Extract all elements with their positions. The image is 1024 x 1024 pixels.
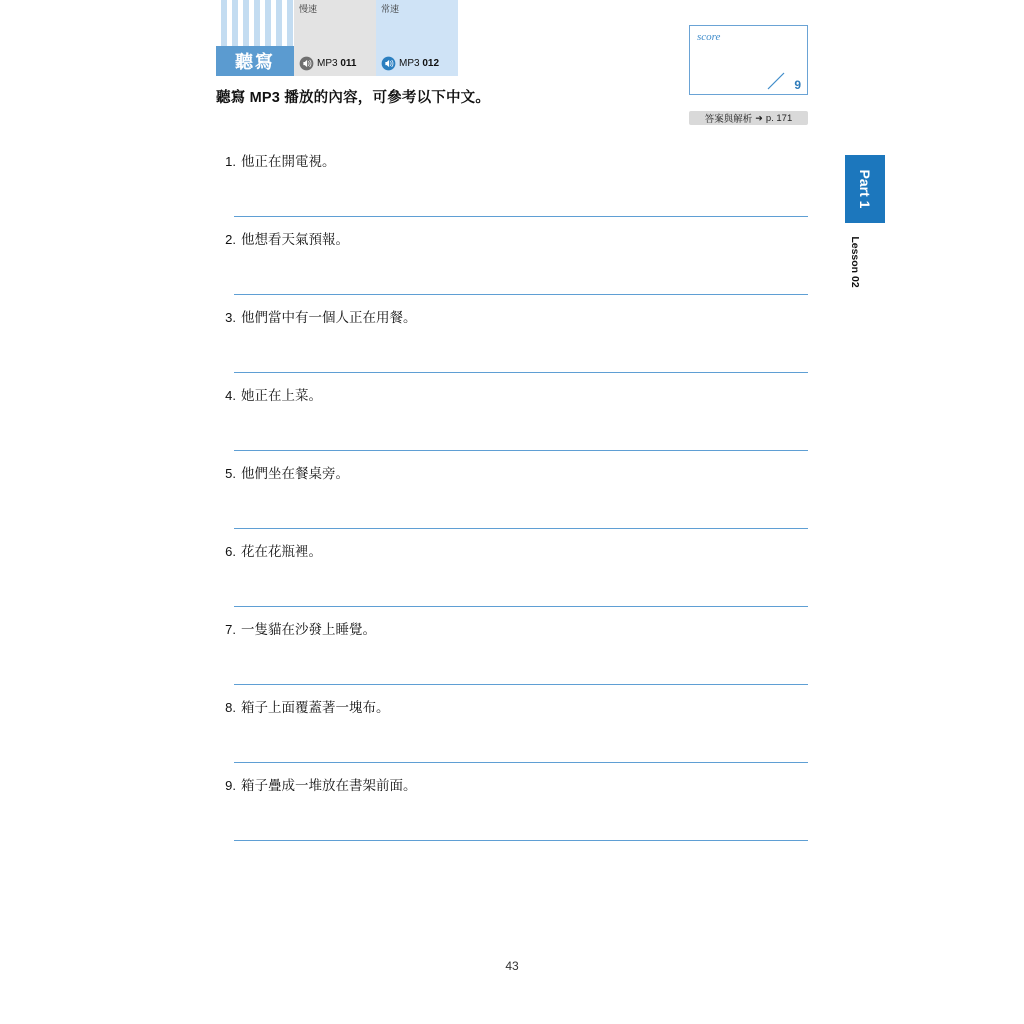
- list-item: [216, 540, 808, 618]
- question-prompt: 他想看天氣預報。: [241, 232, 349, 247]
- answer-write-line[interactable]: [234, 372, 808, 373]
- list-item: [216, 384, 808, 462]
- question-prompt: 箱子疊成一堆放在書架前面。: [241, 778, 417, 793]
- score-total: 9: [794, 78, 801, 92]
- mp3-number-normal: 012: [422, 58, 440, 69]
- list-item: [216, 150, 808, 228]
- answer-write-line[interactable]: [234, 528, 808, 529]
- question-prompt: 花在花瓶裡。: [241, 544, 322, 559]
- dictation-question-list: [216, 150, 808, 852]
- answer-write-line[interactable]: [234, 762, 808, 763]
- mp3-number-slow: 011: [340, 58, 357, 69]
- speaker-icon[interactable]: [381, 56, 396, 71]
- side-tab-part: [845, 155, 885, 223]
- instruction-text: 聽寫 MP3 播放的內容，可參考以下中文。: [216, 90, 491, 106]
- question-number: 6.: [225, 544, 236, 559]
- question-prompt: 她正在上菜。: [241, 388, 322, 403]
- dictation-header: [216, 0, 458, 76]
- mp3-prefix-slow: MP3: [317, 58, 338, 69]
- side-tab-lesson-label: Lesson 02: [849, 236, 861, 288]
- audio-track-slow-info: [299, 56, 356, 71]
- answer-write-line[interactable]: [234, 684, 808, 685]
- side-tab-part-label: Part 1: [857, 169, 873, 209]
- audio-track-slow-name: [317, 58, 356, 69]
- list-item: [216, 462, 808, 540]
- question-number: 7.: [225, 622, 236, 637]
- answer-write-line[interactable]: [234, 216, 808, 217]
- arrow-right-icon: ➜: [755, 112, 763, 123]
- speaker-icon[interactable]: [299, 56, 314, 71]
- question-text-row: [216, 384, 808, 404]
- question-text-row: [216, 228, 808, 248]
- score-divider-icon: [767, 72, 785, 90]
- answer-write-line[interactable]: [234, 606, 808, 607]
- score-box[interactable]: [689, 25, 808, 95]
- answer-key-label: 答案與解析: [704, 114, 753, 125]
- question-prompt: 他們當中有一個人正在用餐。: [241, 310, 417, 325]
- audio-speed-label-normal: 常速: [381, 4, 400, 14]
- list-item: [216, 306, 808, 384]
- question-text-row: [216, 696, 808, 716]
- answer-write-line[interactable]: [234, 840, 808, 841]
- page-number: 43: [505, 959, 519, 973]
- question-number: 2.: [225, 232, 236, 247]
- question-number: 3.: [225, 310, 236, 325]
- question-number: 4.: [225, 388, 236, 403]
- score-label: score: [697, 31, 721, 43]
- question-text-row: [216, 306, 808, 326]
- dictation-section-tab: [216, 0, 294, 76]
- dictation-section-label: 聽寫: [216, 46, 294, 76]
- list-item: [216, 696, 808, 774]
- audio-track-normal[interactable]: [376, 0, 458, 76]
- question-text-row: [216, 462, 808, 482]
- question-prompt: 箱子上面覆蓋著一塊布。: [241, 700, 390, 715]
- audio-track-slow[interactable]: [294, 0, 376, 76]
- answer-key-page: p. 171: [765, 112, 793, 124]
- question-text-row: [216, 540, 808, 560]
- question-text-row: [216, 150, 808, 170]
- list-item: [216, 618, 808, 696]
- side-tab-lesson: [845, 232, 865, 292]
- question-text-row: [216, 774, 808, 794]
- list-item: [216, 774, 808, 852]
- question-text-row: [216, 618, 808, 638]
- answer-write-line[interactable]: [234, 294, 808, 295]
- audio-track-normal-name: [399, 58, 439, 69]
- list-item: [216, 228, 808, 306]
- audio-speed-label-slow: 慢速: [299, 4, 318, 14]
- mp3-prefix-normal: MP3: [399, 58, 420, 69]
- question-number: 8.: [225, 700, 236, 715]
- audio-track-normal-info: [381, 56, 439, 71]
- question-prompt: 他正在開電視。: [241, 154, 336, 169]
- question-prompt: 他們坐在餐桌旁。: [241, 466, 349, 481]
- answer-key-reference[interactable]: [689, 111, 808, 125]
- question-number: 5.: [225, 466, 236, 481]
- question-number: 1.: [225, 154, 236, 169]
- answer-write-line[interactable]: [234, 450, 808, 451]
- question-number: 9.: [225, 778, 236, 793]
- question-prompt: 一隻貓在沙發上睡覺。: [241, 622, 376, 637]
